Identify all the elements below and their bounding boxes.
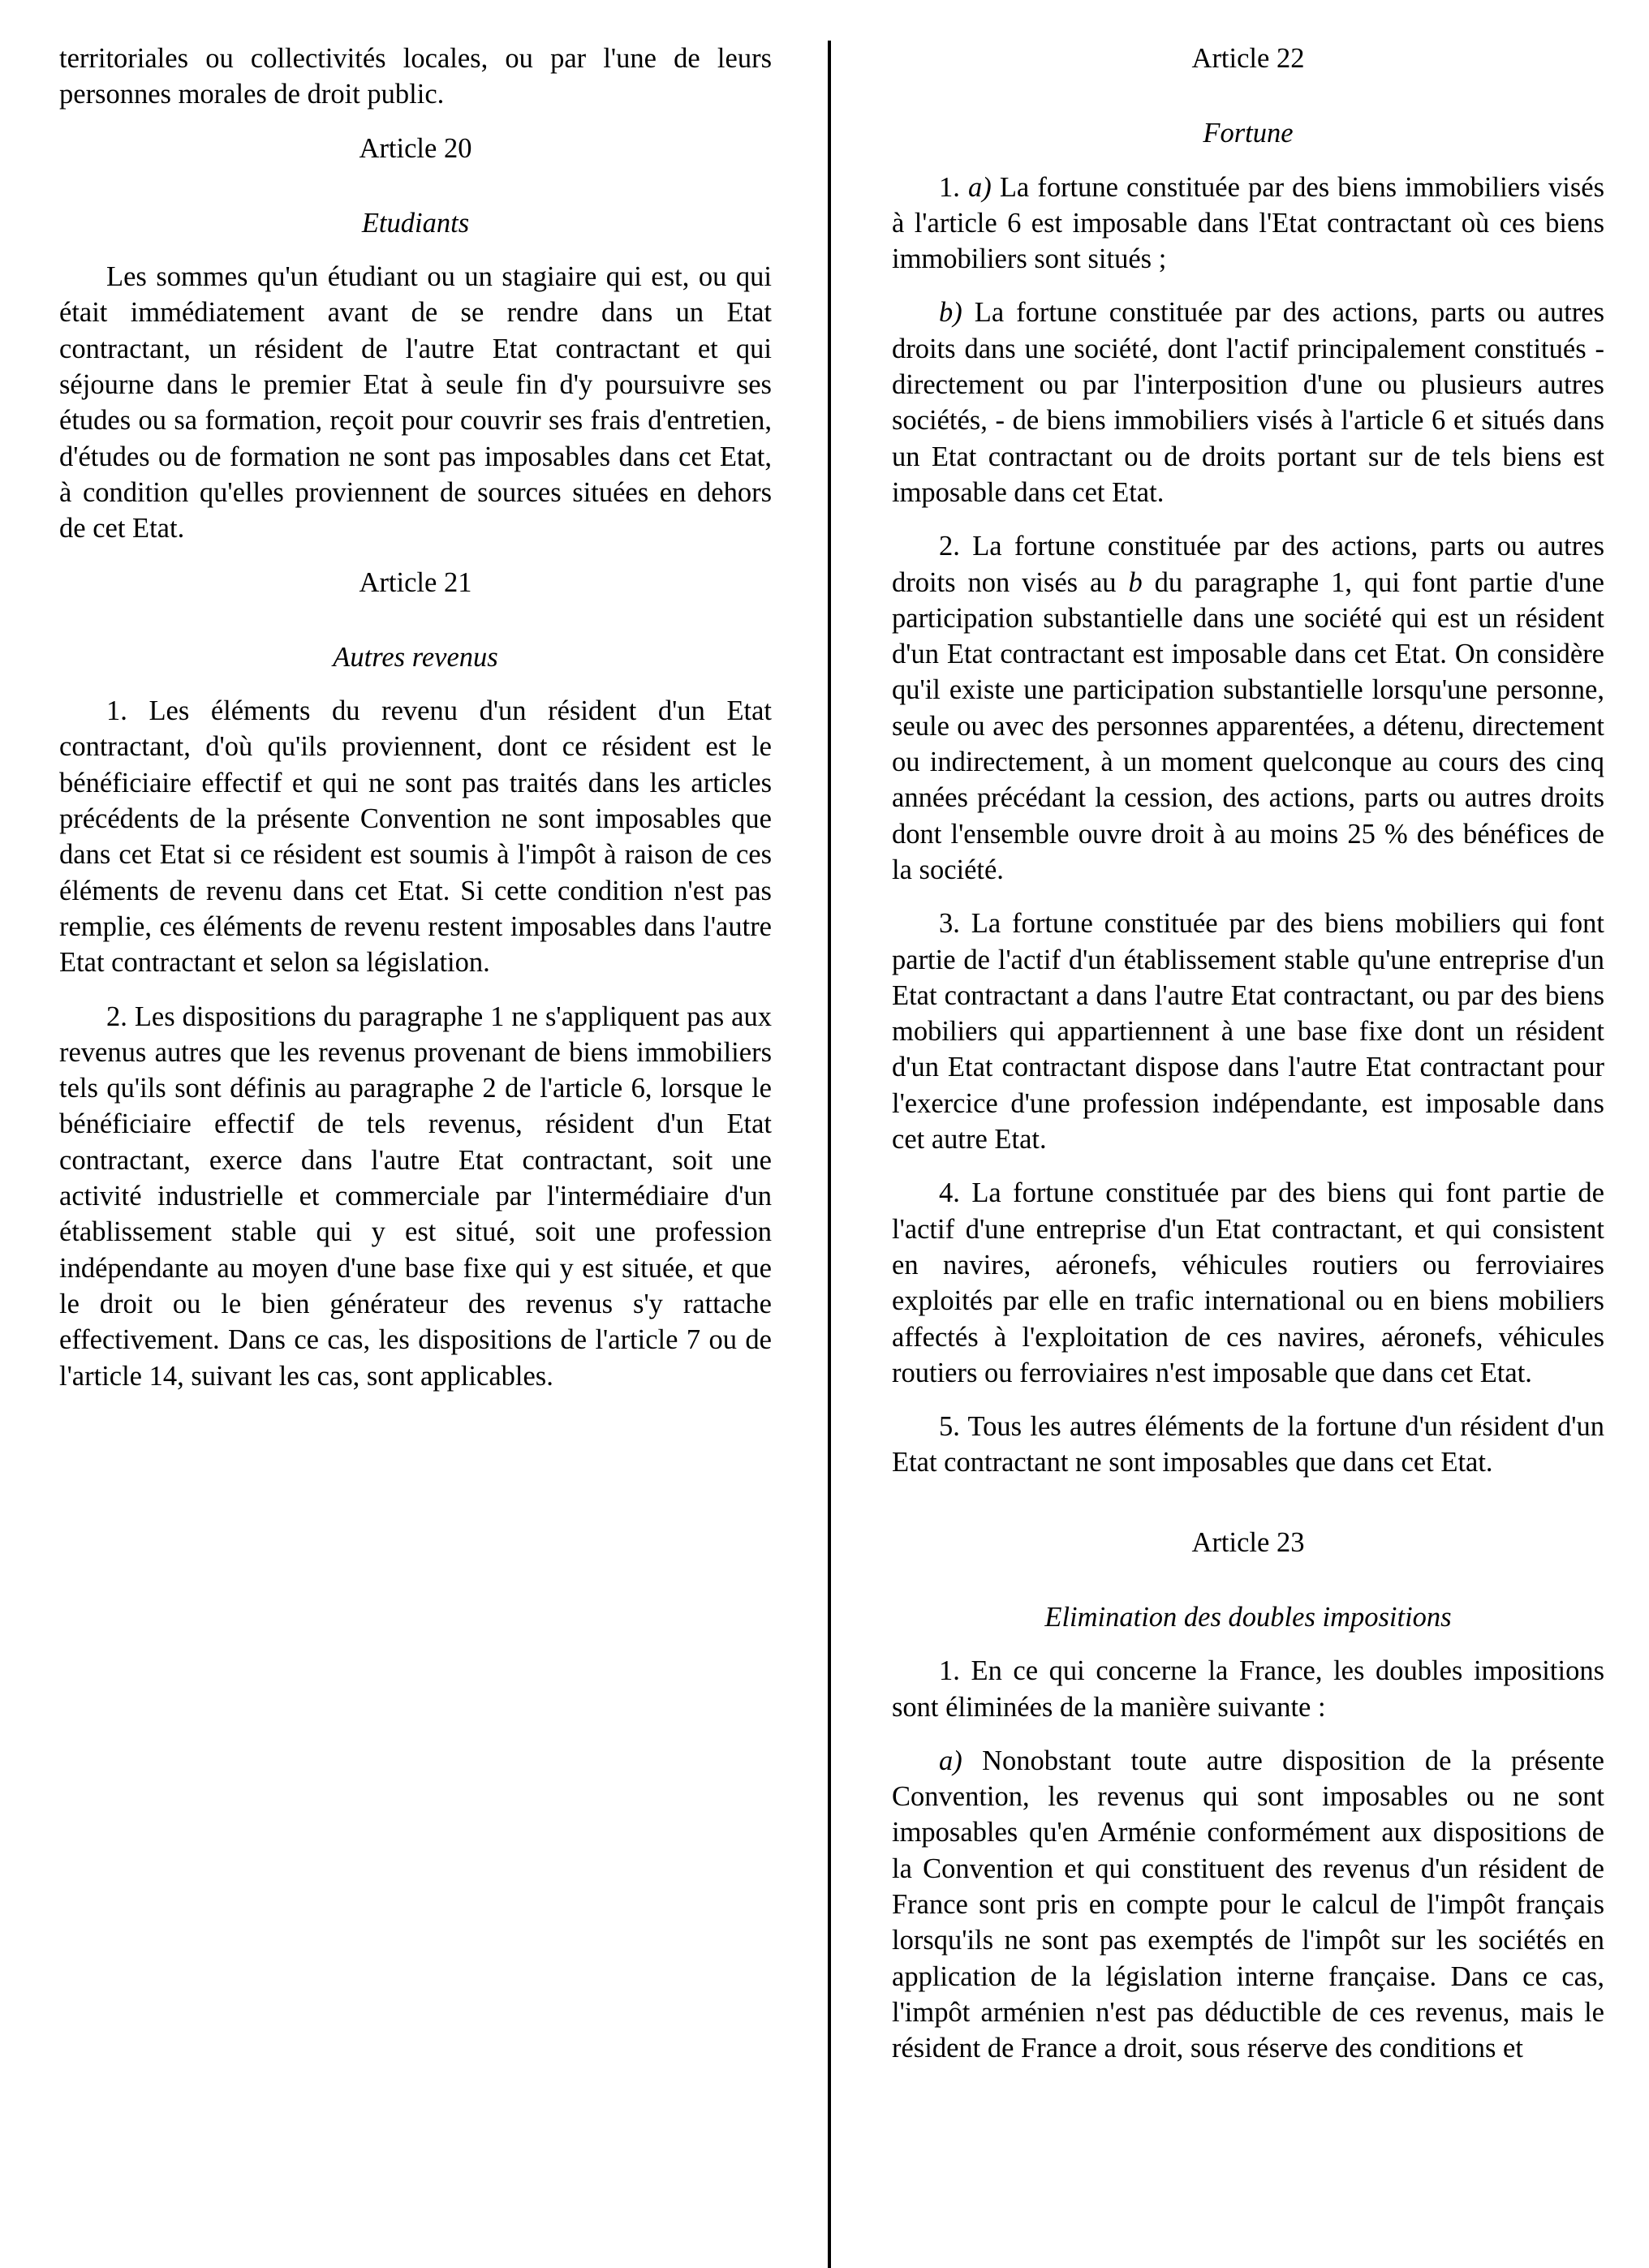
article-22-title: Article 22 [1191, 43, 1305, 74]
article-22-paragraph-4: 4. La fortune constituée par des biens qui font partie de l'actif d'une entreprise d'un Etat contractant, et qui consistent en navires, aéronefs, véhicules routiers ou ferroviaires exploités par elle en trafic international ou en biens mobiliers affectés à l'exploitation de ces navires, aéronefs, véhicules routiers ou ferroviaires n'est imposable que dans cet Etat. [892, 1177, 1604, 1388]
article-21-subtitle: Autres revenus [333, 641, 498, 673]
article-23-paragraph-a [892, 1743, 1604, 2067]
item-marker-b: b) [939, 297, 962, 329]
paragraph-number: 1. [939, 171, 960, 203]
continuation-paragraph: territoriales ou collectivités locales, ou par l'une de leurs personnes morales de droit public. [59, 43, 772, 110]
article-20-title: Article 20 [359, 132, 472, 164]
article-21-title: Article 21 [359, 566, 472, 598]
article-22-paragraph-3: 3. La fortune constituée par des biens mobiliers qui font partie de l'actif d'un établissement stable qu'une entreprise d'un Etat contractant a dans l'autre Etat contractant, ou par des biens mobiliers qui appartiennent à une base fixe dont un résident d'un Etat contractant dispose dans l'autre Etat contractant pour l'exercice d'une profession indépendante, est imposable dans cet autre Etat. [892, 908, 1604, 1156]
article-21-paragraph-2: 2. Les dispositions du paragraphe 1 ne s'appliquent pas aux revenus autres que les revenus provenant de biens immobiliers tels qu'ils sont définis au paragraphe 2 de l'article 6, lorsque le bénéficiaire effectif de tels revenus, résident d'un Etat contractant, exerce dans l'autre Etat contractant, soit une activité industrielle et commerciale par l'intermédiaire d'un établissement stable qui y est situé, soit une profession indépendante au moyen d'une base fixe qui y est située, et que le droit ou le bien générateur des revenus s'y rattache effectivement. Dans ce cas, les dispositions de l'article 7 ou de l'article 14, suivant les cas, sont applicables. [59, 1001, 772, 1392]
paragraph-text: La fortune constituée par des actions, parts ou autres droits dans une société, dont l'actif principalement constitués - directement ou par l'interposition d'une ou plusieurs autres sociétés, - de biens immobiliers visés à l'article 6 et situés dans un Etat contractant ou de droits portant sur de tels biens est imposable dans cet Etat. [892, 297, 1605, 508]
left-column [59, 41, 772, 1412]
article-20-paragraph: Les sommes qu'un étudiant ou un stagiaire qui est, ou qui était immédiatement avant de se rendre dans un Etat contractant, un résident de l'autre Etat contractant et qui séjourne dans le premier Etat à seule fin d'y poursuivre ses études ou sa formation, reçoit pour couvrir ses frais d'entretien, d'études ou de formation ne sont pas imposables dans cet Etat, à condition qu'elles proviennent de sources situées en dehors de cet Etat. [59, 261, 772, 544]
paragraph-text: 2. La fortune constituée par des actions, parts ou autres droits non visés au [892, 531, 1604, 598]
article-23-paragraph-1: 1. En ce qui concerne la France, les doubles impositions sont éliminées de la manière suivante : [892, 1655, 1604, 1723]
paragraph-text: La fortune constituée par des biens immobiliers visés à l'article 6 est imposable dans l'Etat contractant où ces biens immobiliers sont situés ; [892, 171, 1605, 275]
reference-b: b [1128, 566, 1143, 598]
paragraph-text: du paragraphe 1, qui font partie d'une participation substantielle dans une société qui est un résident d'un Etat contractant est imposable dans cet Etat. On considère qu'il existe une participation substantielle lorsqu'une personne, seule ou avec des personnes apparentées, a détenu, directement ou indirectement, à un moment quelconque au cours des cinq années précédant la cession, des actions, parts ou autres droits dont l'ensemble ouvre droit à au moins 25 % des bénéfices de la société. [892, 566, 1604, 885]
article-22-subtitle: Fortune [1203, 118, 1294, 149]
article-22-paragraph-5: 5. Tous les autres éléments de la fortune d'un résident d'un Etat contractant ne sont imposables que dans cet Etat. [892, 1411, 1604, 1478]
item-marker-a: a) [967, 171, 992, 203]
article-21-paragraph-1: 1. Les éléments du revenu d'un résident d'un Etat contractant, d'où qu'ils proviennent, dont ce résident est le bénéficiaire effectif et qui ne sont pas traités dans les articles précédents de la présente Convention ne sont imposables que dans cet Etat si ce résident est soumis à l'impôt à raison de ces éléments de revenu dans cet Etat. Si cette condition n'est pas remplie, ces éléments de revenu restent imposables dans l'autre Etat contractant et selon sa législation. [59, 695, 772, 979]
article-22-paragraph-1b [892, 295, 1604, 510]
article-20-subtitle: Etudiants [361, 207, 470, 239]
column-divider [828, 41, 831, 2268]
item-marker-a: a) [939, 1745, 962, 1776]
article-23-subtitle: Elimination des doubles impositions [1044, 1601, 1452, 1633]
paragraph-text: Nonobstant toute autre disposition de la présente Convention, les revenus qui sont imposables ou ne sont imposables qu'en Arménie conformément aux dispositions de la Convention et qui constituent des revenus d'un résident de France sont pris en compte pour le calcul de l'impôt français lorsqu'ils ne sont pas exemptés de l'impôt sur les sociétés en application de la législation interne française. Dans ce cas, l'impôt arménien n'est pas déductible de ces revenus, mais le résident de France a droit, sous réserve des conditions et [892, 1745, 1604, 2064]
article-22-paragraph-1a [892, 170, 1604, 278]
article-23-title: Article 23 [1191, 1526, 1305, 1558]
article-22-paragraph-2 [892, 528, 1604, 888]
right-column [892, 41, 1604, 2085]
